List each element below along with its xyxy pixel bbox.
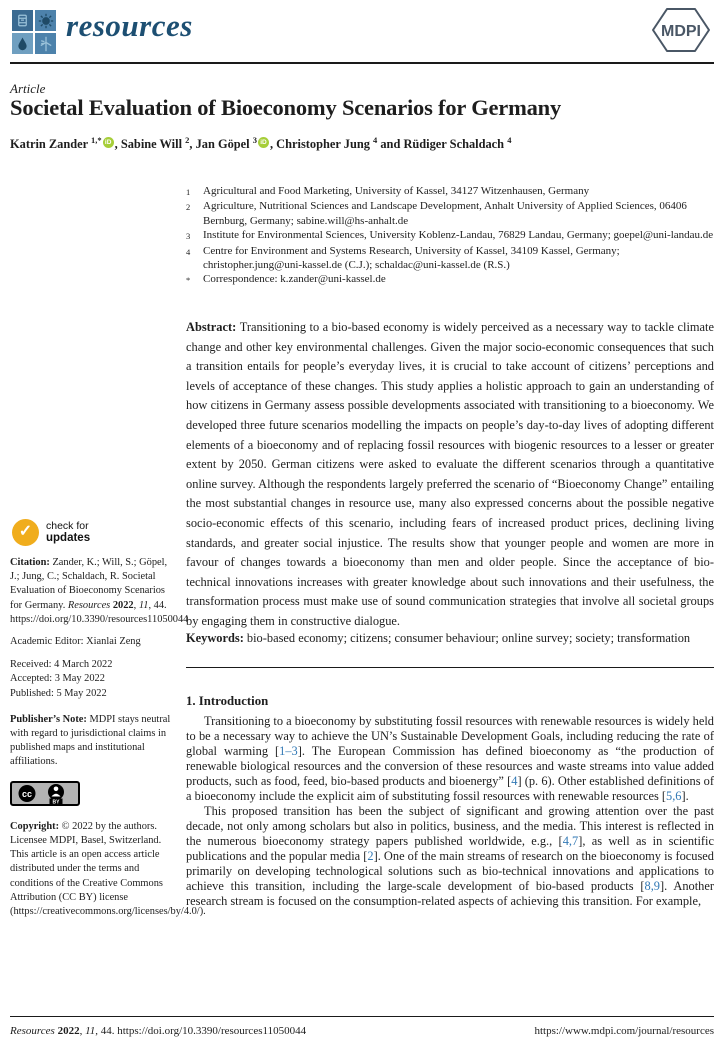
text-segment: ]. The European Commission has defined bioeconomy as “the production of renewable biological resources and the conversion of these resources and waste streams into value added products, such as food, feed, bio-based products and bioenergy” [	[186, 744, 714, 788]
orcid-icon[interactable]: iD	[103, 137, 114, 148]
journal-name: resources	[66, 8, 193, 43]
text-segment: 11	[138, 599, 149, 611]
check-icon: ✓	[12, 519, 39, 546]
article-meta-sidebar	[10, 519, 206, 919]
text-segment: 1,*	[91, 135, 102, 145]
affiliation-text: Agricultural and Food Marketing, University of Kassel, 34127 Witzenhausen, Germany	[203, 185, 590, 197]
footer-divider	[10, 1016, 714, 1017]
affiliation-item	[186, 199, 716, 228]
sun-icon	[35, 10, 56, 31]
orcid-icon[interactable]: iD	[258, 137, 269, 148]
keywords-divider	[186, 667, 714, 668]
text-segment: Abstract:	[186, 320, 240, 334]
water-drop-icon	[12, 33, 33, 54]
page-title: Societal Evaluation of Bioeconomy Scenarios for Germany	[10, 95, 562, 120]
text-segment: , Jan Göpel	[189, 137, 253, 151]
text-segment: ]. Another research stream is focused on the consumption-related aspects of achieving this transition. For example,	[186, 879, 714, 908]
abstract-paragraph	[186, 318, 714, 632]
text-segment: MDPI stays neutral with regard to jurisdictional claims in published maps and institutional affiliations.	[10, 713, 171, 768]
text-segment: Publisher’s Note:	[10, 713, 90, 725]
text-segment: 2022	[57, 1025, 80, 1037]
page-footer	[10, 1025, 714, 1037]
text-segment: ] (p. 6). Other established definitions of a bioeconomy include the explicit aim of substituting fossil resources with renewable resources [	[186, 774, 715, 803]
accepted-date: Accepted: 3 May 2022	[10, 673, 105, 685]
text-segment: ], as well as in scientific publications and the popular media [	[186, 834, 714, 863]
body-paragraph	[186, 804, 714, 909]
citation-ref-link[interactable]: 4	[511, 774, 518, 788]
text-segment: Keywords:	[186, 631, 247, 645]
text-segment: This proposed transition has been the subject of significant and growing attention over the past decade, not only among scholars but also in politics, business, and the media. This interest is reflected in the numerous bioeconomy strategy papers published worldwide, e.g., [	[186, 804, 714, 848]
received-date: Received: 4 March 2022	[10, 659, 113, 671]
footer-citation	[10, 1025, 306, 1037]
check-for-updates-label	[46, 521, 90, 544]
academic-editor-line: Academic Editor: Xianlai Zeng	[10, 636, 141, 648]
keywords-line	[186, 630, 714, 646]
cc-label: cc	[21, 788, 33, 799]
resources-journal-logo	[12, 10, 56, 54]
citation-ref-link[interactable]: 5,6	[666, 789, 682, 803]
affiliations-list	[186, 184, 716, 288]
journal-header	[10, 0, 714, 64]
text-segment: , Christopher Jung	[269, 137, 374, 151]
text-segment: © 2022 by the authors. Licensee MDPI, Basel, Switzerland. This article is an open access article distributed under the terms and conditions of the Creative Commons Attribution (CC BY) license (https://creativecommons.org/licenses/by/4.0/).	[10, 820, 206, 918]
affiliation-item	[186, 272, 716, 287]
affiliation-text: Agriculture, Nutritional Sciences and Landscape Development, Anhalt University of Applied Sciences, 06406 Bernburg, Germany; sabine.will@hs-anhalt.de	[203, 200, 687, 227]
authors-line	[10, 137, 714, 152]
footer-journal-url-link[interactable]: https://www.mdpi.com/journal/resources	[534, 1025, 714, 1037]
citation-ref-link[interactable]: 1–3	[279, 744, 298, 758]
cc-by-license-badge[interactable]	[10, 781, 177, 811]
text-segment: 3	[252, 135, 257, 145]
text-segment: Katrin Zander	[10, 137, 92, 151]
text-segment: 4	[373, 135, 378, 145]
text-segment: Transitioning to a bio-based economy is widely perceived as a necessary way to tackle climate change and other key environmental challenges. Given the major socio-economic consequences that such a transition entails for people’s everyday lives, it is crucial to take account of citizens’ perceptions and levels of acceptance of these changes. This study applies a holistic approach to gain an understanding of how citizens in Germany assess possible developments associated with transitioning to a bioeconomy. We developed three future scenarios modelling the impacts on people’s day-to-day lives of adopting different elements of a bioeconomy and of replacing fossil resources with biogenic resources to a lesser or greater extent by 2050. German citizens were asked to evaluate the different scenarios through a quantitative online survey. Although the respondents largely preferred the scenario of “Bioeconomy Change” entailing the most substantial changes in resource use, many also expressed concerns about the possible negative socio-economic effects of this scenario, including fears of increased product prices, declining living standards, and greater social injustice. The results show that younger people and women are more in favour of changes towards a bioeconomy than men and older people. Since the acceptance of bio-technical innovations increases with greater knowledge about such innovations and their usefulness, the transformation process must make use of sound communication strategies that involve all societal groups by engaging them in constructive dialogue.	[186, 320, 714, 628]
affiliation-marker: 1	[186, 187, 191, 197]
oil-barrel-icon	[12, 10, 33, 31]
check-for-updates-line1: check for	[46, 520, 89, 532]
affiliation-item	[186, 228, 716, 243]
article-body	[186, 694, 714, 909]
text-segment: Transitioning to a bioeconomy by substituting fossil resources with renewable resources is widely held to be a necessary way to achieve the UN’s Sustainable Development Goals, including reducing the rate of global warming [	[186, 714, 714, 758]
by-label: BY	[52, 799, 60, 806]
published-date: Published: 5 May 2022	[10, 687, 107, 699]
text-segment: Resources	[10, 1025, 58, 1037]
mdpi-logo-text: MDPI	[661, 23, 701, 40]
section-heading-introduction: 1. Introduction	[186, 694, 269, 708]
text-segment: ,	[79, 1025, 86, 1037]
text-segment: Zander, K.; Will, S.; Göpel, J.; Jung, C.; Schaldach, R. Societal Evaluation of Bioeconomy Scenarios for Germany.	[10, 557, 168, 611]
text-segment: Resources	[67, 599, 113, 611]
affiliation-marker: *	[186, 275, 191, 286]
text-segment: 4	[507, 135, 512, 145]
text-segment: ]. One of the main streams of research on the bioeconomy is focused primarily on developing technological solutions such as bio-technical innovations and applications to achieve this transition, including the large-scale development of bio-based products [	[186, 849, 714, 893]
body-paragraph	[186, 714, 714, 804]
text-segment: 11	[85, 1025, 96, 1037]
publishers-note	[10, 713, 177, 770]
citation-block	[10, 556, 189, 627]
affiliation-marker: 4	[186, 246, 191, 257]
text-segment: bio-based economy; citizens; consumer behaviour; online survey; society; transformation	[246, 631, 691, 645]
article-type-label: Article	[10, 81, 46, 96]
text-segment: and Rüdiger Schaldach	[377, 137, 508, 151]
correspondence-text: Correspondence: k.zander@uni-kassel.de	[203, 273, 386, 286]
wind-turbine-icon	[35, 33, 56, 54]
text-segment: 2	[185, 135, 190, 145]
affiliation-item	[186, 184, 716, 199]
text-segment: 2022	[112, 599, 134, 611]
citation-ref-link[interactable]: 8,9	[644, 879, 661, 893]
text-segment: ].	[681, 789, 689, 803]
affiliation-text: Centre for Environment and Systems Research, University of Kassel, 34109 Kassel, Germany; christopher.jung@uni-kassel.de (C.J.); schaldac@uni-kassel.de (R.S.)	[203, 244, 620, 272]
text-segment: , Sabine Will	[114, 137, 186, 151]
citation-ref-link[interactable]: 2	[367, 849, 374, 863]
dates-block	[10, 658, 177, 701]
text-segment: , 44. https://doi.org/10.3390/resources11050044	[95, 1025, 307, 1037]
text-segment: Copyright:	[10, 820, 62, 832]
check-for-updates-line2: updates	[46, 531, 91, 544]
affiliation-text: Institute for Environmental Sciences, University Koblenz-Landau, 76829 Landau, Germany; goepel@uni-landau.de	[203, 229, 714, 242]
check-for-updates-button[interactable]	[12, 519, 177, 546]
affiliation-marker: 2	[186, 202, 191, 213]
affiliation-marker: 3	[186, 231, 191, 242]
citation-ref-link[interactable]: 4,7	[562, 834, 579, 848]
mdpi-logo[interactable]	[650, 6, 712, 59]
text-segment: Citation:	[10, 557, 53, 568]
text-segment: , 44. https://doi.org/10.3390/resources11050044	[10, 599, 189, 625]
copyright-block	[10, 820, 206, 919]
affiliation-item	[186, 244, 716, 273]
person-icon	[48, 784, 64, 800]
text-segment: ,	[133, 599, 139, 611]
